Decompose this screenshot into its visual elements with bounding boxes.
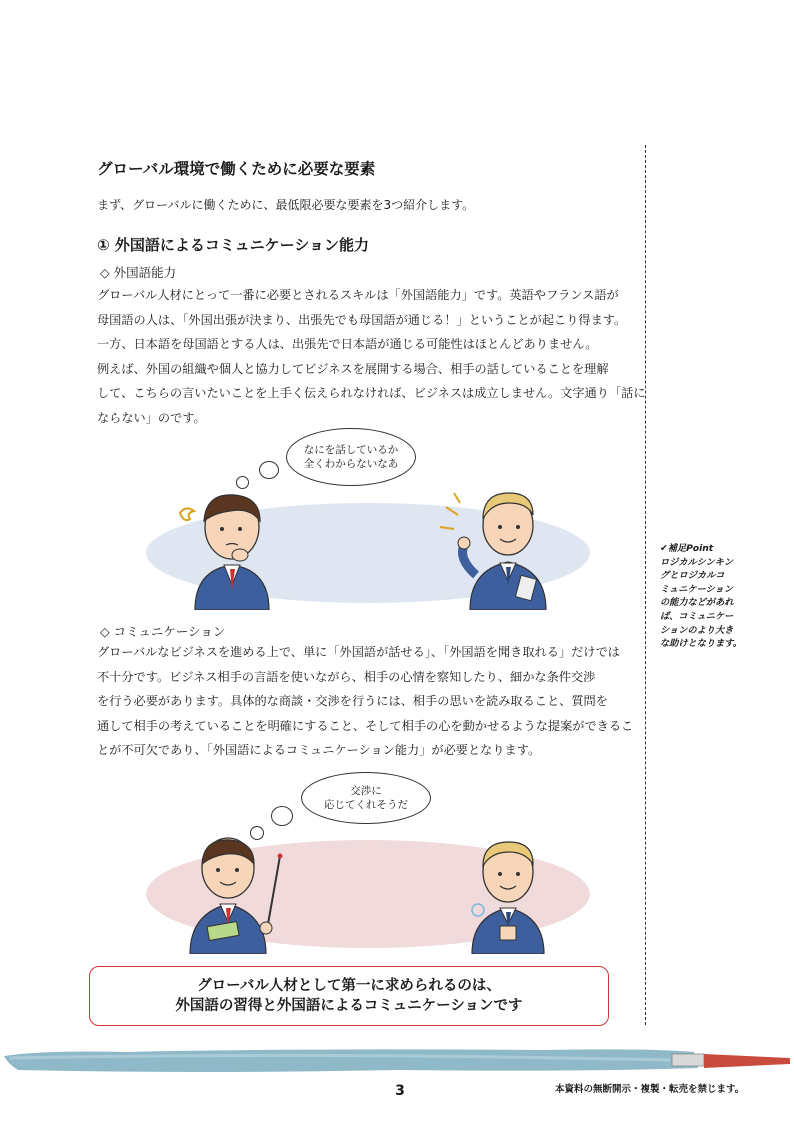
- sidebar-note: [660, 542, 756, 651]
- subheading-foreign-language: ◇ 外国語能力: [100, 265, 177, 280]
- speech-bubble: [286, 428, 416, 486]
- paragraph-foreign-language: [97, 283, 646, 430]
- paragraph-line: 例えば、外国の組織や個人と協力してビジネスを展開する場合、相手の話していることを理解: [97, 361, 609, 376]
- subheading-communication: ◇ コミュニケーション: [100, 624, 226, 639]
- copyright-notice: 本資料の無断開示・複製・転売を禁じます。: [555, 1084, 745, 1095]
- sidebar-line: グとロジカルコ: [660, 570, 725, 582]
- paragraph-line: ならない」のです。: [97, 410, 206, 425]
- sidebar-line: ロジカルシンキン: [660, 556, 733, 568]
- speech-bubble-line: 応じてくれそうだ: [324, 799, 408, 811]
- callout-line: 外国語の習得と外国語によるコミュニケーションです: [175, 998, 523, 1014]
- paragraph-line: 一方、日本語を母国語とする人は、出張先で日本語が通じる可能性はほとんどありません。: [97, 337, 598, 351]
- thought-dot-large: [259, 461, 279, 479]
- thought-dot-large: [271, 806, 293, 826]
- paragraph-line: 母国語の人は、「外国出張が決まり、出張先でも母国語が通じる！」ということが起こり得ます。: [97, 312, 627, 327]
- column-divider: [645, 145, 646, 1025]
- speech-bubble: [301, 772, 431, 824]
- paintbrush-decoration: [0, 1042, 794, 1076]
- page-number: 3: [395, 1083, 405, 1099]
- callout-line: グローバル人材として第一に求められるのは、: [197, 978, 501, 994]
- illustration-negotiation: [140, 836, 610, 954]
- paragraph-line: グローバル人材にとって一番に必要とされるスキルは「外国語能力」です。英語やフランス語が: [97, 288, 619, 302]
- thought-dot-small: [250, 826, 264, 840]
- thought-dot-small: [236, 476, 249, 489]
- intro-text: まず、グローバルに働くために、最低限必要な要素を3つ紹介します。: [97, 198, 475, 212]
- summary-callout: [89, 966, 609, 1026]
- speech-bubble-line: 交渉に: [350, 785, 382, 797]
- paragraph-line: を行う必要があります。具体的な商談・交渉を行うには、相手の思いを読み取ること、質問を: [97, 694, 608, 708]
- sidebar-text: [660, 556, 756, 651]
- speech-bubble-line: なにを話しているか: [303, 444, 399, 456]
- sidebar-line: の能力などがあれ: [660, 597, 734, 609]
- sidebar-line: ば、コミュニケー: [660, 610, 734, 622]
- paragraph-line: 通して相手の考えていることを明確にすること、そして相手の心を動かせるような提案ができるこ: [97, 718, 634, 733]
- paragraph-line: して、こちらの言いたいことを上手く伝えられなければ、ビジネスは成立しません。文字通り「話に: [97, 386, 646, 400]
- illustration-confused: [140, 485, 610, 610]
- sidebar-heading: ✔補足Point: [660, 543, 714, 554]
- paragraph-line: とが不可欠であり、「外国語によるコミュニケーション能力」が必要となります。: [97, 743, 541, 757]
- speech-bubble-line: 全くわからないなあ: [303, 458, 399, 470]
- paragraph-communication: [97, 640, 634, 763]
- paragraph-line: グローバルなビジネスを進める上で、単に「外国語が話せる」、「外国語を聞き取れる」だけでは: [97, 645, 620, 659]
- paragraph-line: 不十分です。ビジネス相手の言語を使いながら、相手の心情を察知したり、細かな条件交渉: [97, 669, 596, 684]
- section-heading: ① 外国語によるコミュニケーション能力: [97, 236, 370, 254]
- page-title: グローバル環境で働くために必要な要素: [97, 160, 376, 178]
- sidebar-line: な助けとなります。: [660, 638, 742, 650]
- sidebar-line: ミュニケーション: [660, 583, 733, 595]
- sidebar-line: ションのより大き: [660, 624, 734, 636]
